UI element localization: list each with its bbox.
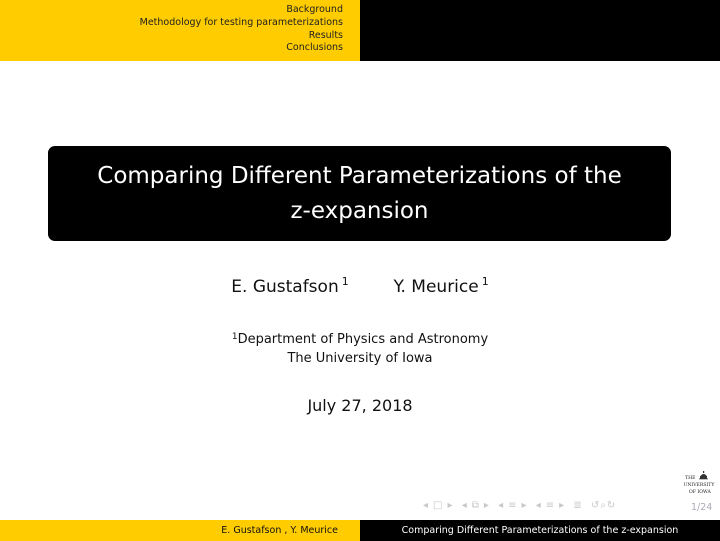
author-list (0, 277, 720, 297)
author-affil-mark: 1 (341, 275, 349, 288)
footer-title-panel (360, 520, 720, 541)
department: Department of Physics and Astronomy (237, 332, 489, 347)
title-line-2: z-expansion (290, 197, 429, 224)
page-number: 1/24 (691, 502, 713, 513)
nav-item-methodology[interactable]: Methodology for testing parameterizations (139, 16, 343, 28)
nav-frame-prev-icon[interactable]: ◂ (423, 500, 430, 511)
author-affil-mark: 1 (481, 275, 489, 288)
nav-section-next-icon[interactable]: ▸ (521, 500, 528, 511)
title-line-1: Comparing Different Parameterizations of the (97, 162, 622, 189)
logo-line-of-iowa: OF IOWA (689, 490, 711, 495)
appendix-icon[interactable]: ≣ (573, 500, 583, 511)
subsection-icon[interactable]: ⧉ (471, 500, 480, 511)
nav-item-results[interactable]: Results (308, 29, 343, 41)
logo-line-the: THE (685, 476, 696, 481)
section-navigation (140, 4, 343, 55)
header-bar (0, 0, 720, 61)
header-dark-panel (360, 0, 720, 61)
nav-item-background[interactable]: Background (286, 4, 343, 15)
footer-authors: E. Gustafson , Y. Meurice (221, 525, 338, 536)
title-block (48, 146, 671, 241)
header-nav-panel (0, 0, 360, 61)
nav-frame-next-icon[interactable]: ▸ (447, 500, 454, 511)
affiliation (0, 330, 720, 368)
document-icon[interactable]: ≡ (545, 500, 556, 511)
nav-subsection-next-icon[interactable]: ▸ (483, 500, 490, 511)
slide-title (80, 159, 640, 229)
university: The University of Iowa (287, 351, 433, 366)
nav-item-conclusions[interactable]: Conclusions (286, 42, 343, 54)
author-name: E. Gustafson (231, 277, 339, 297)
affil-mark: 1 (231, 332, 238, 342)
nav-section-prev-icon[interactable]: ◂ (498, 500, 505, 511)
nav-doc-next-icon[interactable]: ▸ (559, 500, 566, 511)
search-back-forward-icon[interactable]: ↺⌕↻ (590, 500, 617, 511)
presentation-date: July 27, 2018 (307, 396, 413, 415)
logo-line-university: UNIVERSITY (683, 483, 715, 488)
frame-icon[interactable]: □ (433, 500, 444, 511)
beamer-navigation-symbols (423, 500, 620, 514)
nav-doc-prev-icon[interactable]: ◂ (535, 500, 542, 511)
footer-title: Comparing Different Parameterizations of the z-expansion (401, 525, 679, 536)
university-logo (683, 470, 715, 496)
footer-authors-panel (0, 520, 360, 541)
author-name: Y. Meurice (393, 277, 479, 297)
section-icon[interactable]: ≡ (508, 500, 518, 511)
nav-subsection-prev-icon[interactable]: ◂ (461, 500, 468, 511)
